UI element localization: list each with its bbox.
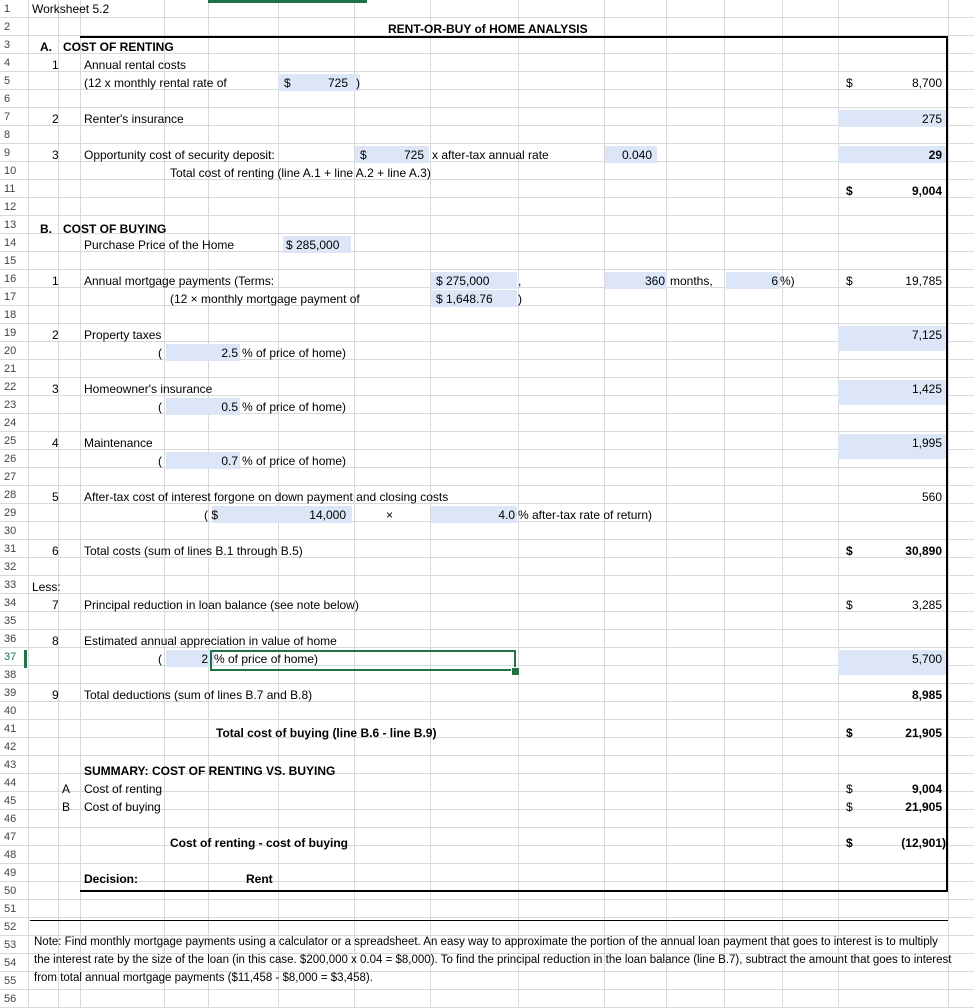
grid-col-line bbox=[782, 0, 783, 1008]
box-right-border bbox=[946, 36, 948, 892]
column-header-highlight bbox=[208, 0, 367, 3]
grid-row-line bbox=[0, 989, 974, 990]
security-deposit-input[interactable]: 725 bbox=[403, 148, 424, 162]
row-header-44[interactable]: 44 bbox=[4, 777, 17, 789]
renting-line-3-number: 3 bbox=[52, 148, 59, 162]
grid-col-line bbox=[80, 0, 81, 1008]
renting-total-label: Total cost of renting (line A.1 + line A.2 + line A.3) bbox=[170, 166, 431, 180]
section-b-title: COST OF BUYING bbox=[63, 222, 167, 236]
row-header-26[interactable]: 26 bbox=[4, 453, 17, 465]
row-header-20[interactable]: 20 bbox=[4, 345, 17, 357]
after-tax-rate-input[interactable]: 0.040 bbox=[622, 148, 653, 162]
return-rate-label: % after-tax rate of return) bbox=[518, 508, 653, 522]
section-a-title: COST OF RENTING bbox=[63, 40, 174, 54]
maint-paren: ( bbox=[158, 454, 162, 468]
buying-line-2-label: Property taxes bbox=[84, 328, 162, 342]
row-header-2[interactable]: 2 bbox=[4, 21, 11, 33]
monthly-rent-input[interactable]: 725 bbox=[327, 76, 348, 90]
grid-row-line bbox=[0, 197, 974, 198]
renting-line-1-sub: (12 x monthly rental rate of bbox=[84, 76, 227, 90]
appreciation-paren: ( bbox=[158, 652, 162, 666]
buying-line-3-label: Homeowner's insurance bbox=[84, 382, 213, 396]
loan-months-input[interactable]: 360 bbox=[644, 274, 665, 288]
ins-pct-label: % of price of home) bbox=[242, 400, 347, 414]
buying-total-label: Total cost of buying (line B.6 - line B.9) bbox=[216, 726, 437, 740]
section-b-letter: B. bbox=[40, 222, 52, 236]
buying-total-value: 21,905 bbox=[905, 726, 942, 740]
section-a-letter: A. bbox=[40, 40, 52, 54]
buying-line-9-number: 9 bbox=[52, 688, 59, 702]
tax-paren: ( bbox=[158, 346, 162, 360]
annual-mortgage-total: 19,785 bbox=[905, 274, 942, 288]
buying-line-8-label: Estimated annual appreciation in value of home bbox=[84, 634, 337, 648]
row-header-55[interactable]: 55 bbox=[4, 975, 17, 987]
row-header-1[interactable]: 1 bbox=[4, 3, 11, 15]
buying-line-4-number: 4 bbox=[52, 436, 59, 450]
row-header-56[interactable]: 56 bbox=[4, 993, 17, 1005]
ins-pct-input[interactable]: 0.5 bbox=[221, 400, 238, 414]
rent-close-paren: ) bbox=[356, 76, 360, 90]
grid-row-line bbox=[0, 539, 974, 540]
renting-line-2-number: 2 bbox=[52, 112, 59, 126]
renting-line-3-label: Opportunity cost of security deposit: bbox=[84, 148, 275, 162]
row-header-8[interactable]: 8 bbox=[4, 129, 11, 141]
annual-rent-total: 8,700 bbox=[911, 76, 942, 90]
grid-row-line bbox=[0, 377, 974, 378]
row-header-7[interactable]: 7 bbox=[4, 111, 11, 123]
row-header-12[interactable]: 12 bbox=[4, 201, 17, 213]
row-header-53[interactable]: 53 bbox=[4, 939, 17, 951]
appreciation-pct-label: % of price of home) bbox=[214, 652, 319, 666]
maint-pct-input[interactable]: 0.7 bbox=[221, 454, 238, 468]
sheet-title: Worksheet 5.2 bbox=[32, 2, 110, 16]
grid-row-line bbox=[0, 17, 974, 18]
decision-value: Rent bbox=[246, 872, 273, 886]
note-top-border bbox=[30, 920, 948, 921]
analysis-header: RENT-OR-BUY of HOME ANALYSIS bbox=[388, 22, 588, 36]
row-header-39[interactable]: 39 bbox=[4, 687, 17, 699]
mortgage-rate-label: %) bbox=[780, 274, 795, 288]
grid-row-line bbox=[0, 755, 974, 756]
deposit-dollar: $ bbox=[360, 148, 367, 162]
row-header-23[interactable]: 23 bbox=[4, 399, 17, 411]
buying-line-6-number: 6 bbox=[52, 544, 59, 558]
row-header-52[interactable]: 52 bbox=[4, 921, 17, 933]
rent-dollar: $ bbox=[284, 76, 291, 90]
row-header-14[interactable]: 14 bbox=[4, 237, 17, 249]
buying-line-9-label: Total deductions (sum of lines B.7 and B.8) bbox=[84, 688, 313, 702]
appreciation-pct-input[interactable]: 2 bbox=[201, 652, 208, 666]
grid-row-line bbox=[0, 431, 974, 432]
grid-row-line bbox=[0, 467, 974, 468]
grid-row-line bbox=[0, 359, 974, 360]
grid-row-line bbox=[0, 683, 974, 684]
tax-pct-input[interactable]: 2.5 bbox=[221, 346, 238, 360]
row-header-5[interactable]: 5 bbox=[4, 75, 11, 87]
buying-line-3-number: 3 bbox=[52, 382, 59, 396]
renting-total-dollar: $ bbox=[846, 184, 853, 198]
monthly-close-paren: ) bbox=[518, 292, 522, 306]
buying-line-5-label: After-tax cost of interest forgone on down payment and closing costs bbox=[84, 490, 449, 504]
interest-forgone-total: 560 bbox=[921, 490, 942, 504]
grid-row-line bbox=[0, 917, 974, 918]
summary-a-letter: A bbox=[62, 782, 71, 796]
box-bottom-border bbox=[80, 890, 948, 892]
maintenance-total: 1,995 bbox=[911, 436, 942, 450]
grid-row-line bbox=[0, 863, 974, 864]
grid-row-line bbox=[0, 827, 974, 828]
grid-col-line bbox=[948, 0, 949, 1008]
summary-a-value: 9,004 bbox=[911, 782, 942, 796]
row-header-16[interactable]: 16 bbox=[4, 273, 17, 285]
months-label: months, bbox=[670, 274, 713, 288]
row-header-18[interactable]: 18 bbox=[4, 309, 17, 321]
loan-comma: , bbox=[518, 274, 522, 288]
row-header-38[interactable]: 38 bbox=[4, 669, 17, 681]
principal-dollar: $ bbox=[846, 598, 853, 612]
grid-row-line bbox=[0, 881, 974, 882]
summary-b-dollar: $ bbox=[846, 800, 853, 814]
row-header-15[interactable]: 15 bbox=[4, 255, 17, 267]
rate-label: x after-tax annual rate bbox=[432, 148, 549, 162]
times-symbol: × bbox=[386, 508, 394, 522]
row-header-29[interactable]: 29 bbox=[4, 507, 17, 519]
difference-dollar: $ bbox=[846, 836, 853, 850]
difference-value: (12,901) bbox=[901, 836, 946, 850]
row-header-24[interactable]: 24 bbox=[4, 417, 17, 429]
grid-row-line bbox=[0, 485, 974, 486]
renting-line-2-label: Renter's insurance bbox=[84, 112, 184, 126]
loan-amount-input[interactable]: $ 275,000 bbox=[436, 274, 490, 288]
tax-pct-label: % of price of home) bbox=[242, 346, 347, 360]
note-text: Note: Find monthly mortgage payments using a calculator or a spreadsheet. An easy way to approximate the portion of the annual loan payment that goes to interest is to multiply the interest rate by the size of the loan (in this case. $200,000 x 0.04 = $8,000). To find the principal reduction in the loan balance (line B.7), subtract the amount that goes to interest from total annual mortgage payments ($11,458 - $8,000 = $3,458). bbox=[34, 936, 952, 984]
row-header-50[interactable]: 50 bbox=[4, 885, 17, 897]
selected-row-marker bbox=[24, 650, 27, 668]
summary-a-label: Cost of renting bbox=[84, 782, 163, 796]
decision-label: Decision: bbox=[84, 872, 139, 886]
buying-line-1-label: Annual mortgage payments (Terms: bbox=[84, 274, 275, 288]
grid-row-line bbox=[0, 845, 974, 846]
grid-row-line bbox=[0, 323, 974, 324]
summary-b-value: 21,905 bbox=[905, 800, 942, 814]
row-header-27[interactable]: 27 bbox=[4, 471, 17, 483]
buying-line-7-number: 7 bbox=[52, 598, 59, 612]
grid-row-line bbox=[0, 179, 974, 180]
buying-line-5-number: 5 bbox=[52, 490, 59, 504]
renting-line-1-label: Annual rental costs bbox=[84, 58, 187, 72]
return-rate-input[interactable]: 4.0 bbox=[498, 508, 515, 522]
grid-row-line bbox=[0, 269, 974, 270]
maint-pct-label: % of price of home) bbox=[242, 454, 347, 468]
row-header-45[interactable]: 45 bbox=[4, 795, 17, 807]
grid-row-line bbox=[0, 629, 974, 630]
row-header-21[interactable]: 21 bbox=[4, 363, 17, 375]
grid-row-line bbox=[0, 899, 974, 900]
summary-b-label: Cost of buying bbox=[84, 800, 161, 814]
row-header-31[interactable]: 31 bbox=[4, 543, 17, 555]
row-header-54[interactable]: 54 bbox=[4, 957, 17, 969]
row-header-3[interactable]: 3 bbox=[4, 39, 11, 51]
row-header-51[interactable]: 51 bbox=[4, 903, 17, 915]
grid-row-line bbox=[0, 413, 974, 414]
grid-row-line bbox=[0, 593, 974, 594]
difference-label: Cost of renting - cost of buying bbox=[170, 836, 348, 850]
active-cell-selection[interactable] bbox=[210, 650, 516, 671]
buying-line-8-number: 8 bbox=[52, 634, 59, 648]
buying-line-2-number: 2 bbox=[52, 328, 59, 342]
grid-col-line bbox=[724, 0, 725, 1008]
summary-a-dollar: $ bbox=[846, 782, 853, 796]
property-taxes-total: 7,125 bbox=[911, 328, 942, 342]
grid-col-line bbox=[28, 0, 29, 1008]
row-header-19[interactable]: 19 bbox=[4, 327, 17, 339]
mortgage-total-dollar: $ bbox=[846, 274, 853, 288]
downpay-amount-input[interactable]: 14,000 bbox=[309, 508, 346, 522]
purchase-price-label: Purchase Price of the Home bbox=[84, 238, 235, 252]
row-header-35[interactable]: 35 bbox=[4, 615, 17, 627]
less-label: Less: bbox=[32, 580, 61, 594]
summary-b-letter: B bbox=[62, 800, 71, 814]
row-header-37[interactable]: 37 bbox=[4, 651, 17, 663]
row-header-28[interactable]: 28 bbox=[4, 489, 17, 501]
row-header-40[interactable]: 40 bbox=[4, 705, 17, 717]
total-costs-value: 30,890 bbox=[905, 544, 942, 558]
grid-col-line bbox=[666, 0, 667, 1008]
buying-line-1-number: 1 bbox=[52, 274, 59, 288]
row-header-22[interactable]: 22 bbox=[4, 381, 17, 393]
total-deductions-value: 8,985 bbox=[911, 688, 942, 702]
row-header-11[interactable]: 11 bbox=[4, 183, 16, 195]
renting-line-1-number: 1 bbox=[52, 58, 59, 72]
row-header-36[interactable]: 36 bbox=[4, 633, 17, 645]
renting-total-value: 9,004 bbox=[911, 184, 942, 198]
row-header-47[interactable]: 47 bbox=[4, 831, 17, 843]
grid-row-line bbox=[0, 143, 974, 144]
principal-reduction-value: 3,285 bbox=[911, 598, 942, 612]
monthly-payment-value: $ 1,648.76 bbox=[436, 292, 493, 306]
grid-row-line bbox=[0, 737, 974, 738]
row-header-4[interactable]: 4 bbox=[4, 57, 11, 69]
rent-total-dollar: $ bbox=[846, 76, 853, 90]
row-header-10[interactable]: 10 bbox=[4, 165, 17, 177]
row-header-25[interactable]: 25 bbox=[4, 435, 17, 447]
buying-line-7-label: Principal reduction in loan balance (see note below) bbox=[84, 598, 359, 612]
total-costs-dollar: $ bbox=[846, 544, 853, 558]
buying-line-4-label: Maintenance bbox=[84, 436, 153, 450]
row-header-43[interactable]: 43 bbox=[4, 759, 17, 771]
row-header-34[interactable]: 34 bbox=[4, 597, 17, 609]
row-header-32[interactable]: 32 bbox=[4, 561, 17, 573]
renters-insurance-input[interactable]: 275 bbox=[921, 112, 942, 126]
row-header-13[interactable]: 13 bbox=[4, 219, 17, 231]
buying-total-dollar: $ bbox=[846, 726, 853, 740]
grid-row-line bbox=[0, 107, 974, 108]
appreciation-total: 5,700 bbox=[911, 652, 942, 666]
row-header-46[interactable]: 46 bbox=[4, 813, 17, 825]
row-header-6[interactable]: 6 bbox=[4, 93, 11, 105]
buying-line-1-sub: (12 × monthly mortgage payment of bbox=[170, 292, 360, 306]
row-header-17[interactable]: 17 bbox=[4, 291, 17, 303]
row-header-41[interactable]: 41 bbox=[4, 723, 17, 735]
grid-row-line bbox=[0, 719, 974, 720]
opportunity-cost-total: 29 bbox=[928, 148, 942, 162]
purchase-price-input[interactable]: $ 285,000 bbox=[286, 238, 340, 252]
mortgage-rate-input[interactable]: 6 bbox=[771, 274, 778, 288]
row-header-33[interactable]: 33 bbox=[4, 579, 17, 591]
fill-handle[interactable] bbox=[511, 667, 520, 676]
row-header-49[interactable]: 49 bbox=[4, 867, 17, 879]
row-header-30[interactable]: 30 bbox=[4, 525, 17, 537]
row-header-42[interactable]: 42 bbox=[4, 741, 17, 753]
buying-line-6-label: Total costs (sum of lines B.1 through B.5) bbox=[84, 544, 303, 558]
homeowners-insurance-total: 1,425 bbox=[911, 382, 942, 396]
summary-title: SUMMARY: COST OF RENTING VS. BUYING bbox=[84, 764, 336, 778]
grid-row-line bbox=[0, 215, 974, 216]
row-header-9[interactable]: 9 bbox=[4, 147, 11, 159]
grid-row-line bbox=[0, 575, 974, 576]
row-header-48[interactable]: 48 bbox=[4, 849, 17, 861]
downpay-paren: ( $ bbox=[204, 508, 219, 522]
ins-paren: ( bbox=[158, 400, 162, 414]
